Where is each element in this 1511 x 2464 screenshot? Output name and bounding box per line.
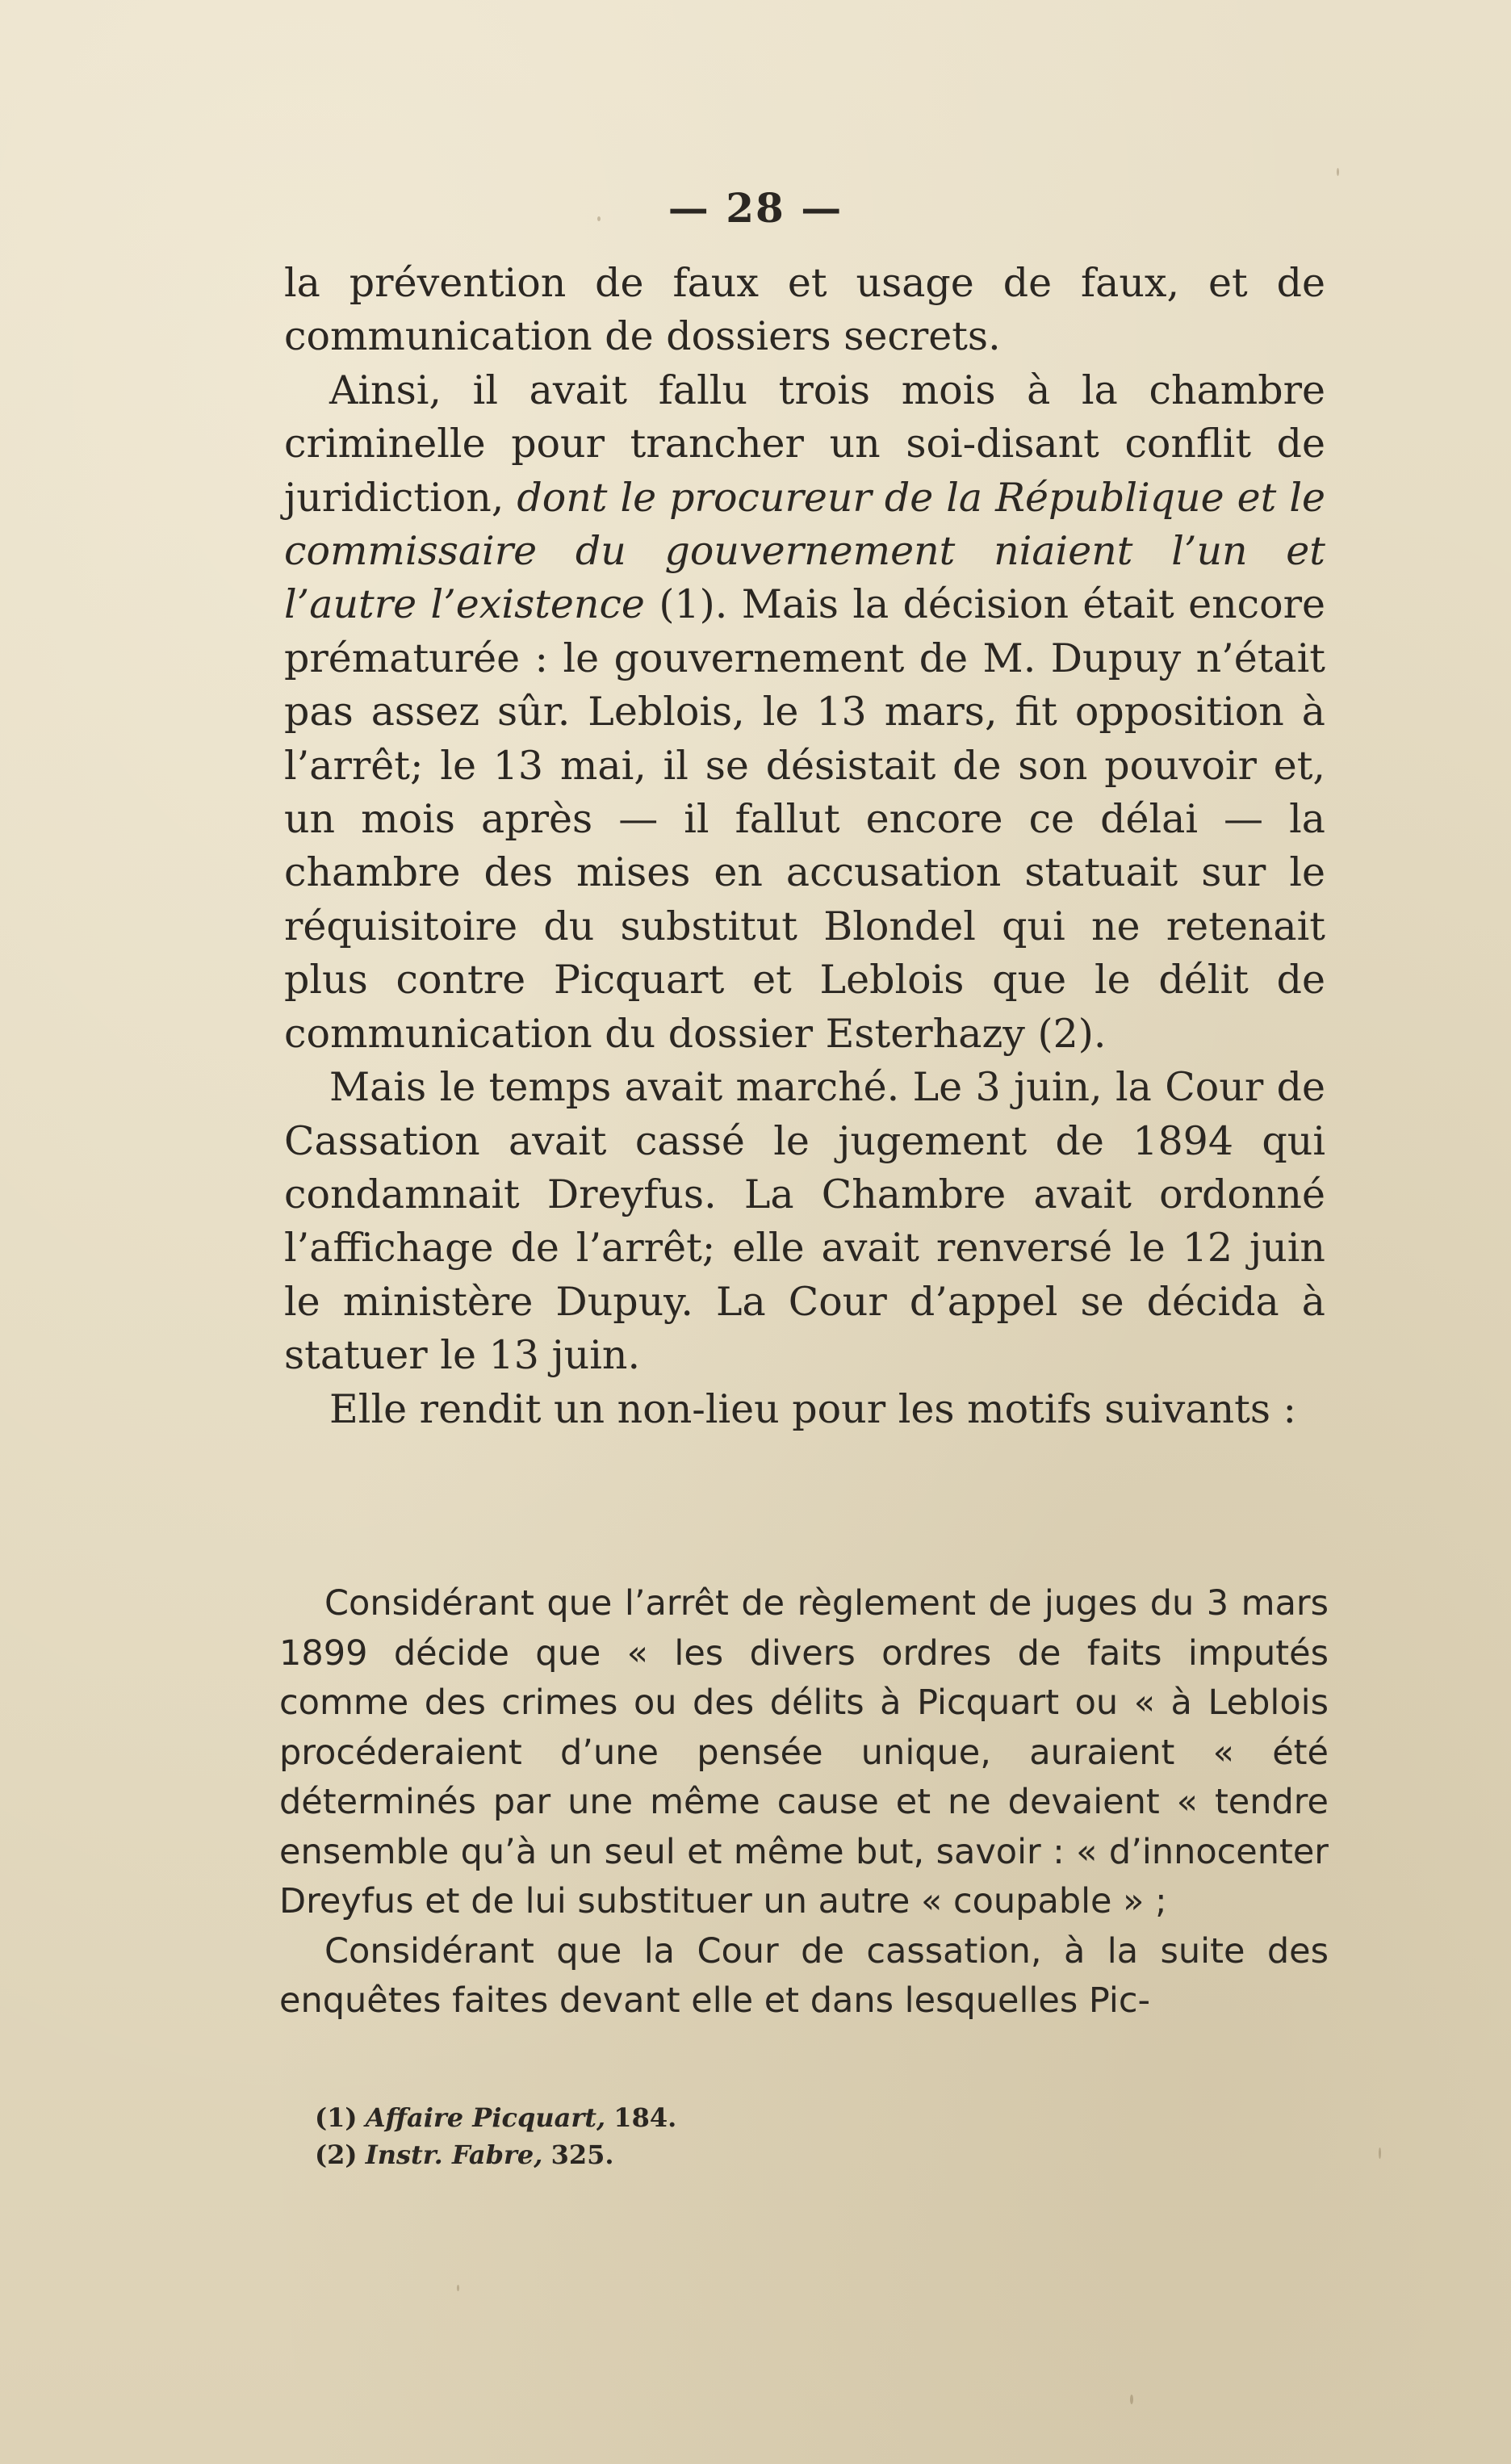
paper-speck [597,216,601,221]
footnote-1-title: Affaire Picquart, [365,2102,606,2133]
paper-speck [1337,168,1339,176]
paragraph-2-end: (1). Mais la décision était encore prématurée : le gouvernement de M. Dupuy n’était pas assez sûr. Leblois, le 13 mars, fit opposition à l’arrêt; le 13 mai, il se désistait de son pouvoir et, un mois après — il fallut encore ce délai — la chambre des mises en accusation statuait sur le réquisitoire du substitut Blondel qui ne retenait plus contre Picquart et Leblois que le délit de communication du dossier Esterhazy (2). [284,581,1325,1057]
footnotes [315,2099,1203,2173]
paragraph-2-italic: dont le procureur de la République et le commissaire du gouvernement niaient l’un et l’autre l’existence [284,474,1325,628]
page-number: — 28 — [668,184,843,232]
footnote-2 [315,2136,1203,2173]
quote-paragraph-2: Considérant que la Cour de cassation, à la suite des enquêtes faites devant elle et dans lesquelles Pic- [279,1930,1329,2021]
paragraph-2 [284,364,1325,1061]
footnote-2-title: Instr. Fabre, [365,2139,543,2170]
paper-speck [457,2285,459,2291]
paragraph-2-start: Ainsi, il avait fallu trois mois à la chambre criminelle pour trancher un soi-disant conflit de juridiction, [284,367,1325,521]
footnote-1 [315,2099,1203,2136]
footnote-1-mark: (1) [315,2102,358,2133]
footnote-1-page: 184. [613,2102,677,2133]
footnote-2-page: 325. [550,2139,614,2170]
quote-paragraph-1: Considérant que l’arrêt de règlement de juges du 3 mars 1899 décide que « les divers ordres de faits imputés comme des crimes ou des délits à Picquart ou « à Leblois procéderaient d’une pensée unique, auraient « été déterminés par une même cause et ne devaient « tendre ensemble qu’à un seul et même but, savoir : « d’innocenter Dreyfus et de lui substituer un autre « coupable » ; [279,1583,1329,1921]
paragraph-1: la prévention de faux et usage de faux, et de communication de dossiers secrets. [284,260,1325,360]
main-text [284,257,1325,1436]
paragraph-3: Mais le temps avait marché. Le 3 juin, la Cour de Cassation avait cassé le jugement de 1894 qui condamnait Dreyfus. La Chambre avait ordonné l’affichage de l’arrêt; elle avait renversé le 12 juin le ministère Dupuy. La Cour d’appel se décida à statuer le 13 juin. [284,1064,1325,1379]
paper-speck [1379,2148,1381,2159]
paragraph-4: Elle rendit un non-lieu pour les motifs suivants : [329,1385,1297,1432]
paper-speck [1130,2395,1133,2404]
footnote-2-mark: (2) [315,2139,358,2170]
quoted-ruling [279,1579,1329,2026]
